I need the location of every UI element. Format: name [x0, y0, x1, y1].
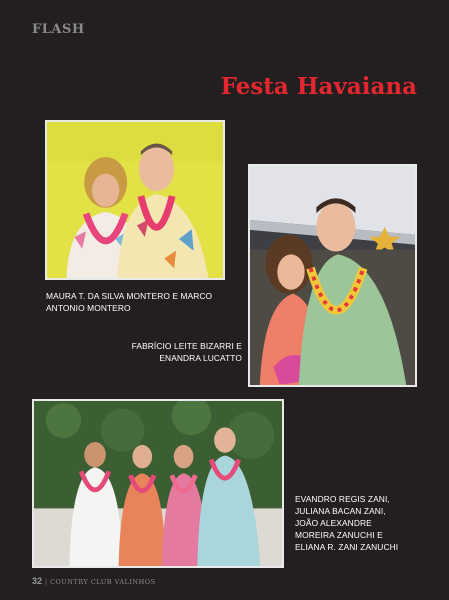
section-label: FLASH: [32, 22, 85, 37]
caption-photo-2: [132, 340, 242, 364]
caption-line: MOREIRA ZANUCHI E: [295, 530, 383, 540]
caption-line: ANTONIO MONTERO: [46, 303, 131, 313]
caption-photo-1: [46, 290, 212, 314]
publication-name: COUNTRY CLUB VALINHOS: [49, 578, 156, 586]
page-title: Festa Havaiana: [220, 73, 417, 100]
caption-photo-3: [295, 493, 398, 553]
caption-line: ENANDRA LUCATTO: [159, 353, 242, 363]
caption-line: EVANDRO REGIS ZANI,: [295, 494, 390, 504]
caption-line: MAURA T. DA SILVA MONTERO E MARCO: [46, 291, 213, 301]
caption-line: FABRÍCIO LEITE BIZARRI E: [131, 341, 242, 351]
caption-line: JULIANA BACAN ZANI,: [295, 506, 386, 516]
photo-couple-montero: [45, 120, 225, 280]
caption-line: ELIANA R. ZANI ZANUCHI: [295, 542, 399, 552]
page-number: 32: [32, 576, 43, 586]
page-footer: [32, 576, 156, 586]
caption-line: JOÃO ALEXANDRE: [295, 518, 372, 528]
photo-couple-bizarri: [248, 164, 417, 387]
photo-group-zani: [32, 399, 284, 568]
footer-separator: |: [45, 577, 47, 586]
